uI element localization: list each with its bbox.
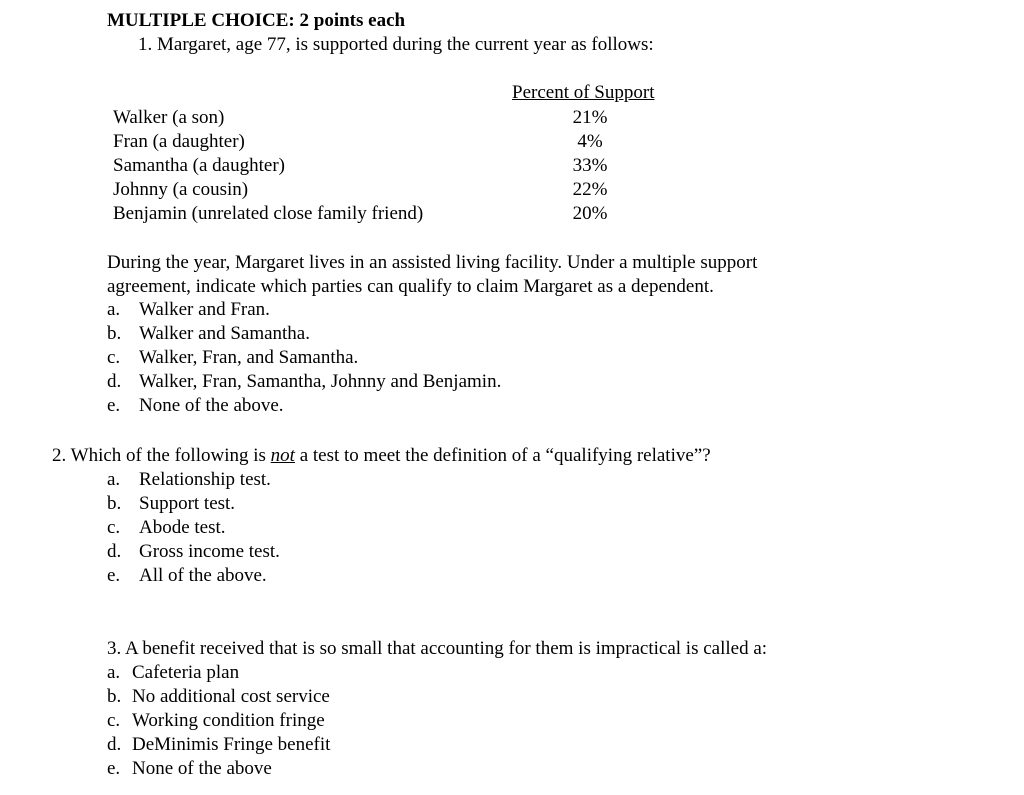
option-letter: b.: [107, 686, 122, 707]
support-row-name: Johnny (a cousin): [113, 179, 249, 200]
question-1-body-line1: During the year, Margaret lives in an assisted living facility. Under a multiple support: [107, 252, 758, 273]
option-letter: c.: [107, 710, 121, 731]
support-row-percent: 4%: [577, 131, 603, 152]
answer-option[interactable]: [107, 661, 239, 685]
option-letter: e.: [107, 565, 121, 586]
question-3-prompt: 3. A benefit received that is so small that accounting for them is impractical is called a:: [107, 638, 768, 659]
support-row-name: Samantha (a daughter): [113, 155, 285, 176]
option-text: DeMinimis Fringe benefit: [132, 734, 331, 755]
option-letter: a.: [107, 469, 121, 490]
question-1-prompt: 1. Margaret, age 77, is supported during the current year as follows:: [138, 34, 654, 55]
answer-option[interactable]: [107, 492, 235, 516]
question-2-prompt-pre: 2. Which of the following is: [52, 445, 271, 466]
option-text: Relationship test.: [139, 469, 271, 490]
answer-option[interactable]: [107, 322, 310, 346]
option-text: Walker, Fran, Samantha, Johnny and Benjamin.: [139, 371, 502, 392]
question-2-emphasis: not: [270, 445, 295, 466]
answer-option[interactable]: [107, 468, 271, 492]
option-text: None of the above.: [139, 395, 284, 416]
option-text: None of the above: [132, 758, 272, 779]
answer-option[interactable]: [107, 757, 272, 781]
option-text: Support test.: [139, 493, 236, 514]
answer-option[interactable]: [107, 394, 284, 418]
option-letter: d.: [107, 541, 122, 562]
answer-option[interactable]: [107, 540, 280, 564]
option-text: Gross income test.: [139, 541, 280, 562]
answer-option[interactable]: [107, 516, 226, 540]
option-text: All of the above.: [139, 565, 267, 586]
support-row-name: Walker (a son): [113, 107, 225, 128]
option-text: Working condition fringe: [132, 710, 325, 731]
option-text: Abode test.: [139, 517, 226, 538]
option-letter: d.: [107, 734, 122, 755]
option-letter: c.: [107, 347, 121, 368]
option-letter: e.: [107, 758, 121, 779]
support-row-percent: 22%: [572, 179, 608, 200]
question-2-prompt-post: a test to meet the definition of a “qualifying relative”?: [294, 445, 711, 466]
option-letter: a.: [107, 299, 121, 320]
answer-option[interactable]: [107, 370, 501, 394]
answer-option[interactable]: [107, 564, 267, 588]
support-row-name: Fran (a daughter): [113, 131, 245, 152]
option-text: No additional cost service: [132, 686, 330, 707]
support-row-name: Benjamin (unrelated close family friend): [113, 203, 424, 224]
option-letter: d.: [107, 371, 122, 392]
answer-option[interactable]: [107, 346, 358, 370]
question-1-body-line2: agreement, indicate which parties can qualify to claim Margaret as a dependent.: [107, 276, 714, 297]
question-2-prompt: [52, 444, 711, 468]
answer-option[interactable]: [107, 709, 325, 733]
answer-option[interactable]: [107, 298, 270, 322]
option-text: Cafeteria plan: [132, 662, 240, 683]
support-row-percent: 20%: [572, 203, 608, 224]
option-letter: e.: [107, 395, 121, 416]
answer-option[interactable]: [107, 733, 330, 757]
option-letter: a.: [107, 662, 121, 683]
option-text: Walker and Samantha.: [139, 323, 310, 344]
option-text: Walker, Fran, and Samantha.: [139, 347, 359, 368]
option-letter: c.: [107, 517, 121, 538]
option-letter: b.: [107, 323, 122, 344]
support-table-header: Percent of Support: [512, 82, 655, 103]
support-row-percent: 33%: [572, 155, 608, 176]
option-text: Walker and Fran.: [139, 299, 270, 320]
answer-option[interactable]: [107, 685, 330, 709]
option-letter: b.: [107, 493, 122, 514]
support-row-percent: 21%: [572, 107, 608, 128]
section-heading: MULTIPLE CHOICE: 2 points each: [107, 10, 406, 31]
